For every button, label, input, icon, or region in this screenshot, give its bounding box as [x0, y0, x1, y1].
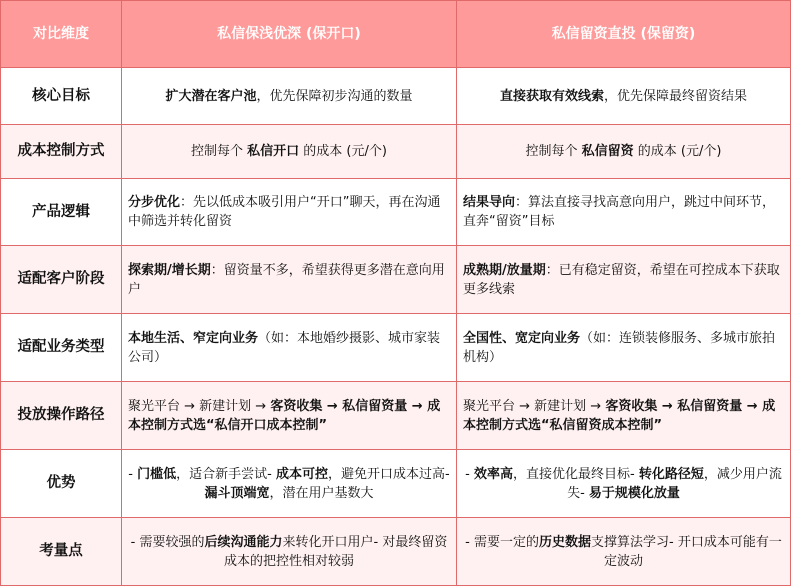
row-label: 优势 — [1, 450, 122, 518]
text-run: - 需要一定的 — [465, 534, 539, 550]
row-label: 成本控制方式 — [1, 125, 122, 179]
row-label: 产品逻辑 — [1, 179, 122, 246]
bold-text-run: 全国性、宽定向业务 — [463, 330, 581, 346]
header-private-msg-lead: 私信留资直投 (保留资) — [457, 1, 791, 68]
bold-text-run: 效率高 — [473, 466, 513, 482]
bold-text-run: 直接获取有效线索 — [499, 88, 604, 104]
text-run: ：留资量不多，希望获得更多潜在意向用户 — [128, 262, 445, 297]
cell-lead — [457, 125, 791, 179]
text-run: ：先以低成本吸引用户“开口”聊天，再在沟通中筛选并转化留资 — [128, 195, 441, 229]
cell-open — [122, 246, 457, 314]
bold-text-run: 后续沟通能力 — [204, 534, 283, 550]
text-run: （如：连锁装修服务、多城市旅拍机构） — [463, 330, 776, 365]
text-run: 的成本 (元/个) — [299, 144, 387, 159]
table-row — [1, 518, 791, 586]
cell-lead — [457, 314, 791, 382]
bold-text-run: 扩大潜在客户池 — [165, 88, 257, 104]
cell-open — [122, 179, 457, 246]
cell-lead — [457, 450, 791, 518]
cell-lead — [457, 382, 791, 450]
bold-text-run: 历史数据 — [538, 534, 591, 550]
bold-text-run: 结果导向 — [463, 195, 516, 210]
text-run: ，直接优化最终目标- — [512, 466, 639, 482]
text-run: ，优先保障初步沟通的数量 — [256, 88, 413, 104]
cell-open — [122, 450, 457, 518]
bold-text-run: 客资收集 → 私信留资量 → 成本控制方式选“私信开口成本控制” — [128, 398, 441, 433]
cell-lead — [457, 179, 791, 246]
text-run: ，优先保障最终留资结果 — [604, 88, 748, 104]
row-label: 考量点 — [1, 518, 122, 586]
cell-open — [122, 125, 457, 179]
cell-lead — [457, 246, 791, 314]
bold-text-run: 漏斗顶端宽 — [204, 485, 270, 501]
row-label: 适配客户阶段 — [1, 246, 122, 314]
bold-text-run: 分步优化 — [128, 195, 181, 210]
cell-lead — [457, 518, 791, 586]
bold-text-run: 成熟期/放量期 — [463, 262, 546, 278]
row-label: 适配业务类型 — [1, 314, 122, 382]
text-run: - — [465, 466, 474, 482]
text-run: ，适合新手尝试- — [176, 466, 276, 482]
text-run: ，减少用户流失- — [567, 466, 782, 501]
bold-text-run: 私信开口 — [247, 144, 300, 159]
table-row — [1, 246, 791, 314]
bold-text-run: 门槛低 — [137, 466, 177, 482]
header-dimension: 对比维度 — [1, 1, 122, 68]
header-private-msg-open: 私信保浅优深 (保开口) — [122, 1, 457, 68]
text-run: ：已有稳定留资，希望在可控成本下获取更多线索 — [463, 262, 780, 297]
row-label: 核心目标 — [1, 68, 122, 125]
text-run: 来转化开口用户- 对最终留资成本的把控性相对较弱 — [223, 534, 448, 569]
table-row — [1, 179, 791, 246]
text-run: 控制每个 — [191, 144, 248, 159]
text-run: 聚光平台 → 新建计划 → — [463, 398, 606, 414]
bold-text-run: 私信留资 — [581, 144, 634, 159]
text-run: ，避免开口成本过高- — [327, 466, 450, 482]
cell-open — [122, 68, 457, 125]
table-row — [1, 382, 791, 450]
cell-lead — [457, 68, 791, 125]
row-label: 投放操作路径 — [1, 382, 122, 450]
text-run: ，潜在用户基数大 — [269, 485, 374, 501]
cell-open — [122, 382, 457, 450]
table-header-row — [1, 1, 791, 68]
bold-text-run: 探索期/增长期 — [128, 262, 211, 278]
bold-text-run: 转化路径短 — [638, 466, 704, 482]
table-row — [1, 450, 791, 518]
text-run: - — [128, 466, 138, 482]
bold-text-run: 客资收集 → 私信留资量 → 成本控制方式选“私信留资成本控制” — [463, 398, 776, 433]
bold-text-run: 易于规模化放量 — [588, 485, 680, 501]
text-run: 聚光平台 → 新建计划 → — [128, 398, 271, 414]
table-row — [1, 314, 791, 382]
bold-text-run: 成本可控 — [275, 466, 328, 482]
bold-text-run: 本地生活、窄定向业务 — [128, 330, 259, 346]
table-row — [1, 68, 791, 125]
text-run: 支撑算法学习- 开口成本可能有一定波动 — [591, 534, 782, 569]
cell-open — [122, 314, 457, 382]
text-run: ：算法直接寻找高意向用户，跳过中间环节，直奔“留资”目标 — [463, 195, 776, 229]
text-run: 的成本 (元/个) — [633, 144, 722, 159]
text-run: 控制每个 — [525, 144, 582, 159]
text-run: - 需要较强的 — [130, 534, 205, 550]
table-row — [1, 125, 791, 179]
text-run: （如：本地婚纱摄影、城市家装公司） — [128, 330, 441, 365]
cell-open — [122, 518, 457, 586]
